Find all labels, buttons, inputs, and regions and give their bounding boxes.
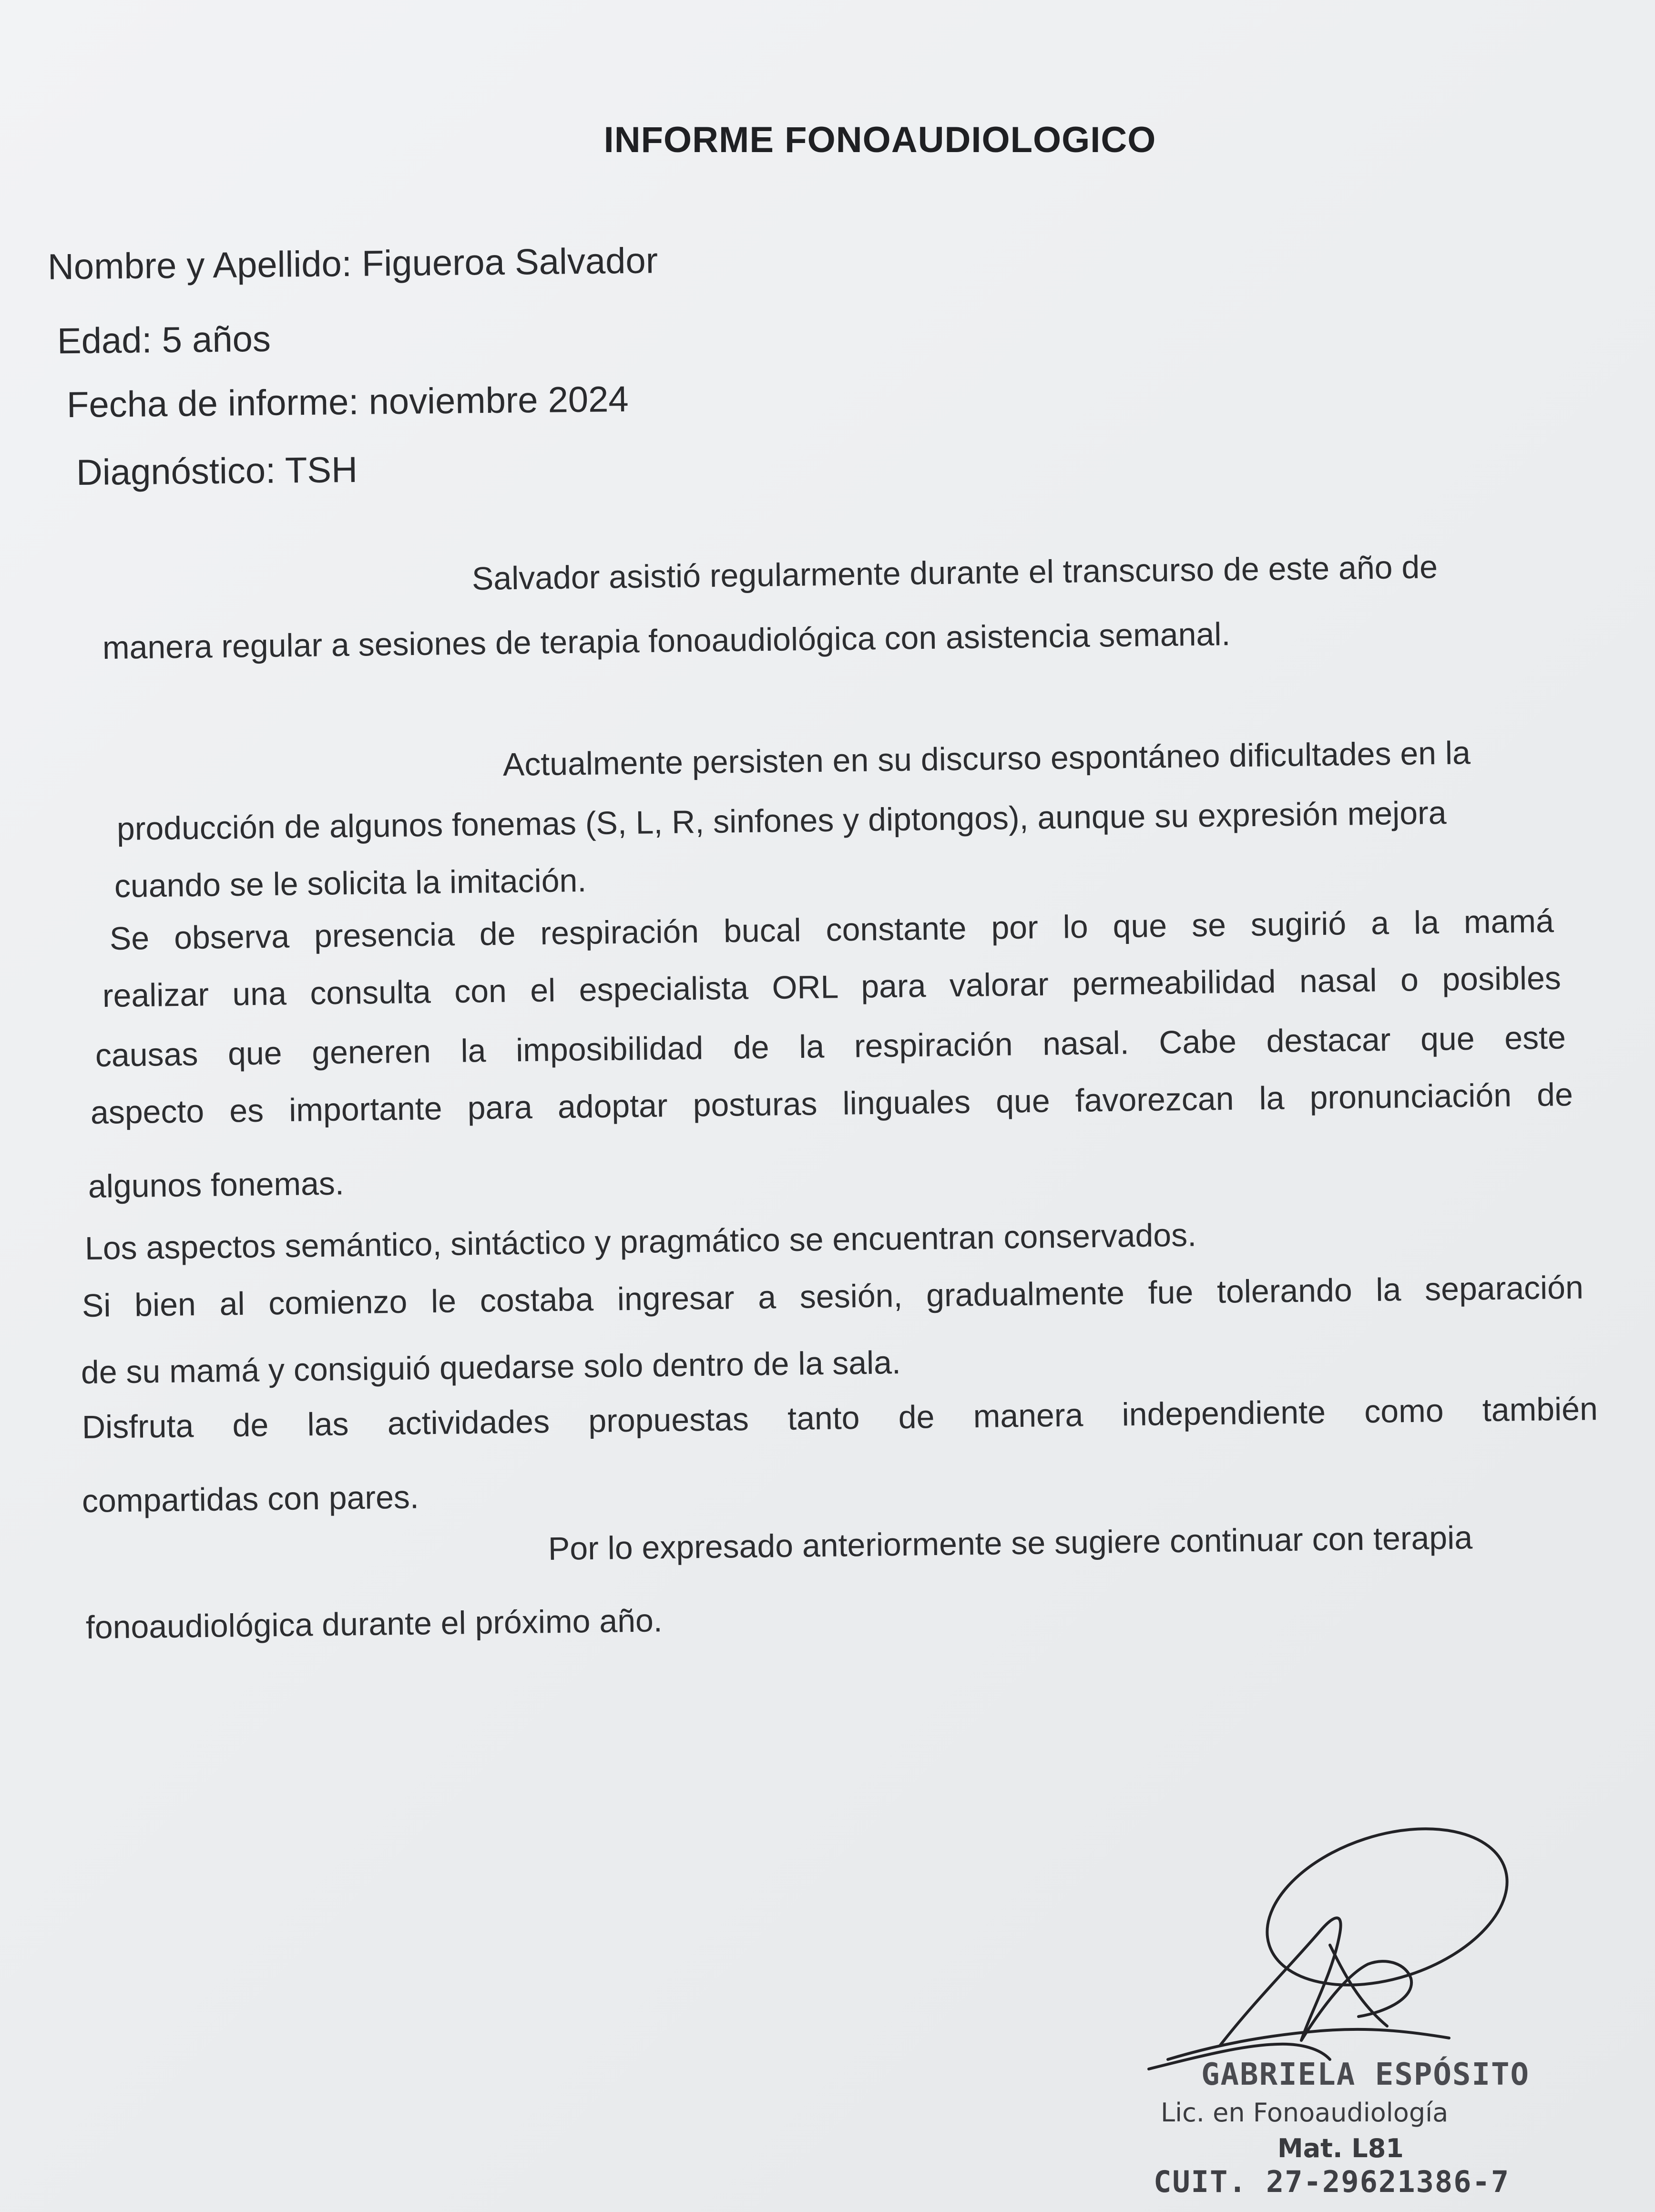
paragraph-line: compartidas con pares. (82, 1479, 419, 1519)
paragraph-line: Disfruta de las actividades propuestas tanto de manera independiente como también (82, 1391, 1598, 1445)
paragraph-line: producción de algunos fonemas (S, L, R, sinfones y diptongos), aunque su expresión mejora (116, 794, 1447, 847)
field-fecha: Fecha de informe: noviembre 2024 (66, 379, 629, 426)
paragraph-line: algunos fonemas. (88, 1165, 345, 1205)
paragraph-line: realizar una consulta con el especialista ORL para valorar permeabilidad nasal o posibles (102, 960, 1562, 1014)
paragraph-line: Si bien al comienzo le costaba ingresar a sesión, gradualmente fue tolerando la separación (82, 1269, 1584, 1324)
paragraph-line: aspecto es importante para adoptar posturas linguales que favorezcan la pronunciación de (90, 1076, 1573, 1131)
paragraph-line: de su mamá y consiguió quedarse solo dentro de la sala. (81, 1344, 901, 1391)
field-edad: Edad: 5 años (57, 318, 271, 362)
stamp-matricula: Mat. L81 (1277, 2133, 1404, 2163)
stamp-name: GABRIELA ESPÓSITO (1201, 2057, 1530, 2092)
handwritten-signature (1120, 1821, 1549, 2088)
paragraph-line: fonoaudiológica durante el próximo año. (85, 1602, 663, 1646)
stamp-cuit: CUIT. 27-29621386-7 (1154, 2164, 1510, 2199)
paragraph-line: Los aspectos semántico, sintáctico y pragmático se encuentran conservados. (84, 1217, 1197, 1267)
paragraph-line: Actualmente persisten en su discurso espontáneo dificultades en la (502, 735, 1471, 783)
paragraph-line: manera regular a sesiones de terapia fonoaudiológica con asistencia semanal. (102, 616, 1231, 666)
paragraph-line: Salvador asistió regularmente durante el transcurso de este año de (471, 549, 1438, 597)
field-diagnostico: Diagnóstico: TSH (76, 449, 358, 493)
paragraph-line: Por lo expresado anteriormente se sugiere continuar con terapia (548, 1519, 1473, 1567)
paragraph-line: Se observa presencia de respiración bucal constante por lo que se sugirió a la mamá (109, 902, 1554, 957)
stamp-profession: Lic. en Fonoaudiología (1161, 2098, 1449, 2128)
document-title: INFORME FONOAUDIOLOGICO (603, 120, 1156, 160)
field-nombre: Nombre y Apellido: Figueroa Salvador (47, 240, 658, 287)
paragraph-line: causas que generen la imposibilidad de la respiración nasal. Cabe destacar que este (95, 1019, 1566, 1074)
paragraph-line: cuando se le solicita la imitación. (114, 862, 587, 904)
